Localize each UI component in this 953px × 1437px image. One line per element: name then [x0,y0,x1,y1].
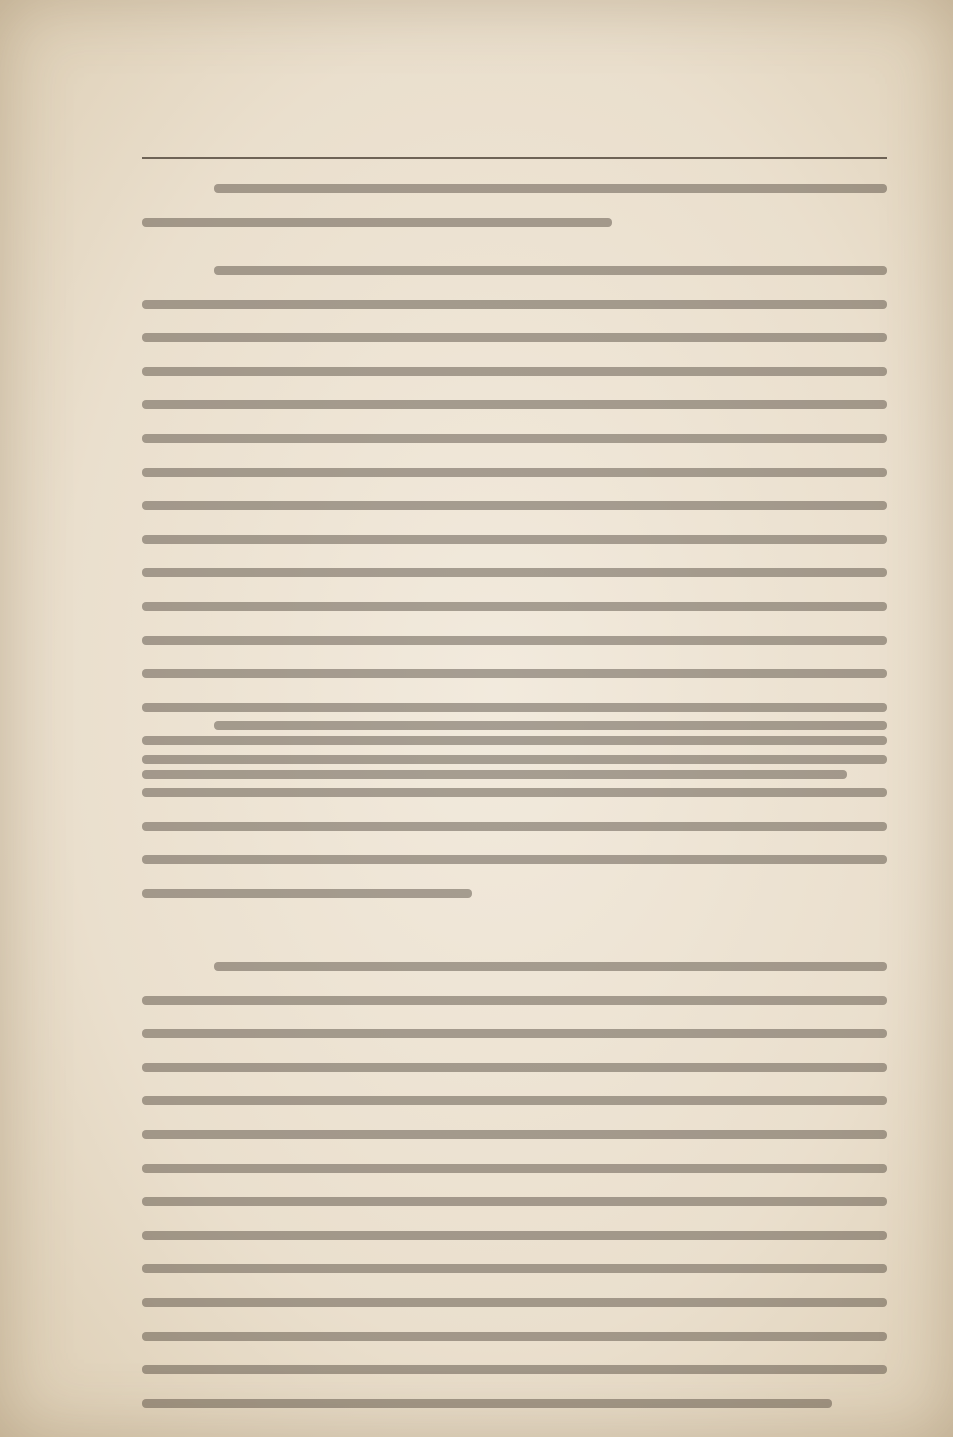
text-line [142,996,887,1005]
text-line [142,1063,887,1072]
text-line [142,1130,887,1139]
text-line [142,1365,887,1374]
text-line [214,962,887,971]
text-line [142,1264,887,1273]
text-line [142,1399,832,1408]
text-line [142,1231,887,1240]
text-line [142,1164,887,1173]
text-line [142,1096,887,1105]
text-line [142,1298,887,1307]
text-line [142,1332,887,1341]
text-line [142,1029,887,1038]
text-line [142,1197,887,1206]
